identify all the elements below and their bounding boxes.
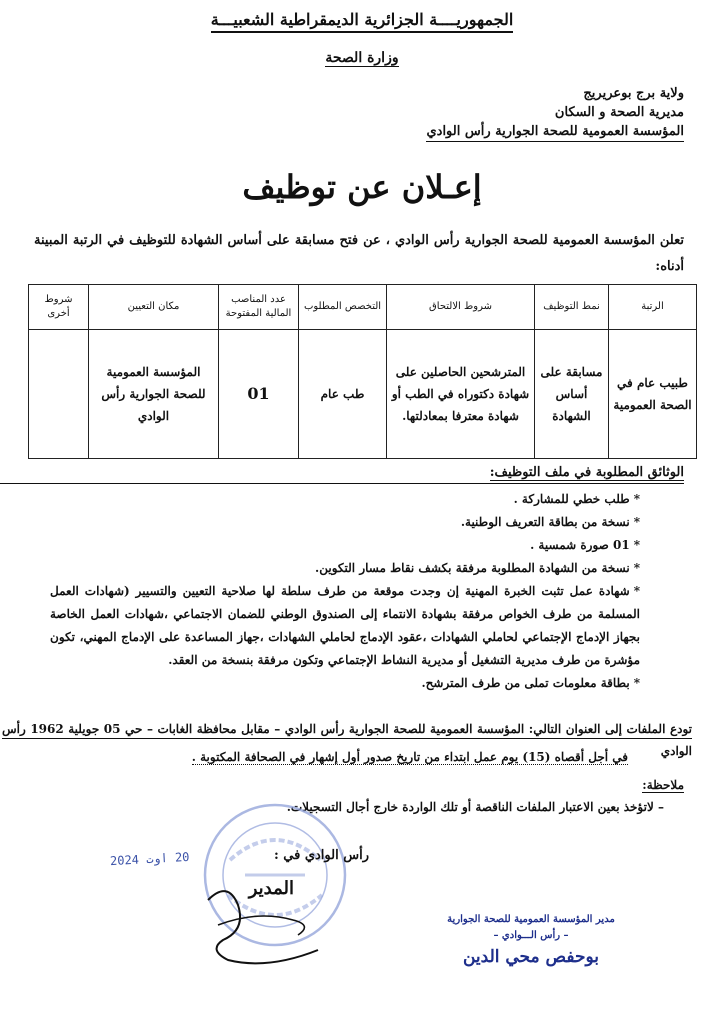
list-item: *شهادة عمل تثبت الخبرة المهنية إن وجدت موقعة من طرف سلطة لها صلاحية التعيين والتسيير (شهادات العمل المسلمة من طرف الخواص مرفقة بشهادة الانتماء إلى الصندوق الوطني للضمان الاجتماعي ،شهادات العمل الخاصة بجهاز الإدماج الإجتماعي لحاملي الشهادات ،عقود الإدماج لحاملي الشهادات ،جهاز المساعدة على الإدماج المهني، تكون مؤشرة من طرف مديرية التشغيل أو مديرية النشاط الإجتماعي وتكون مرفقة بنسخة من العقد. bbox=[50, 584, 640, 667]
note-label: ملاحظة: bbox=[642, 778, 684, 792]
republic-heading: الجمهوريــــة الجزائرية الديمقراطية الشعبيـــة bbox=[0, 10, 724, 29]
cell-conditions: المترشحين الحاصلين على شهادة دكتوراه في الطب أو شهادة معترفا بمعادلتها. bbox=[387, 330, 535, 459]
list-item: *01 صورة شمسية . bbox=[530, 538, 640, 552]
recruitment-table bbox=[28, 284, 697, 459]
signature-icon bbox=[198, 870, 338, 980]
stamp-line-1: مدير المؤسسة العمومية للصحة الجوارية bbox=[447, 914, 615, 925]
signature-block bbox=[436, 912, 626, 970]
header-specialty: التخصص المطلوب bbox=[299, 285, 387, 330]
header-rank: الرتبة bbox=[609, 285, 697, 330]
table-row bbox=[29, 330, 697, 459]
list-item: *نسخة من الشهادة المطلوبة مرفقة بكشف نقاط مسار التكوين. bbox=[315, 561, 640, 575]
header-other: شروط أخرى bbox=[29, 285, 89, 330]
cell-rank: طبيب عام في الصحة العمومية bbox=[609, 330, 697, 459]
place-date-label: رأس الوادي في : bbox=[273, 848, 369, 863]
list-item: *طلب خطي للمشاركة . bbox=[513, 492, 640, 506]
cell-positions: 01 bbox=[219, 330, 299, 459]
cell-other bbox=[29, 330, 89, 459]
wilaya-line: ولاية برج بوعريريج bbox=[583, 86, 684, 101]
director-name: بوحفص محي الدين bbox=[462, 947, 600, 967]
administration-block bbox=[426, 84, 684, 142]
divider bbox=[0, 483, 684, 484]
director-title: المدير bbox=[248, 878, 294, 899]
cell-place: المؤسسة العمومية للصحة الجوارية رأس الوادي bbox=[89, 330, 219, 459]
header-mode: نمط التوظيف bbox=[535, 285, 609, 330]
cell-specialty: طب عام bbox=[299, 330, 387, 459]
note-text: – لاتؤخذ بعين الاعتبار الملفات الناقصة أو تلك الواردة خارج أجال التسجيلات. bbox=[286, 800, 664, 814]
list-item: *نسخة من بطاقة التعريف الوطنية. bbox=[460, 515, 640, 529]
header-positions: عدد المناصب المالية المفتوحة bbox=[219, 285, 299, 330]
header-conditions: شروط الالتحاق bbox=[387, 285, 535, 330]
intro-paragraph: تعلن المؤسسة العمومية للصحة الجوارية رأس الوادي ، عن فتح مسابقة على أساس الشهادة للتوظيف في الرتبة المبينة أدناه: bbox=[34, 233, 684, 274]
stamp-line-2: – رأس الـــوادي – bbox=[493, 930, 569, 941]
cell-mode: مسابقة على أساس الشهادة bbox=[535, 330, 609, 459]
deposit-deadline: في أجل أقصاه (15) يوم عمل ابتداء من تاريخ صدور أول إشهار في الصحافة المكتوبة . bbox=[191, 750, 628, 764]
header-place: مكان التعيين bbox=[89, 285, 219, 330]
establishment-line: المؤسسة العمومية للصحة الجوارية رأس الوادي bbox=[426, 122, 684, 142]
documents-title: الوثائق المطلوبة في ملف التوظيف: bbox=[490, 465, 684, 480]
announcement-title: إعـلان عن توظيف bbox=[242, 168, 482, 206]
list-item: *بطاقة معلومات تملى من طرف المترشح. bbox=[421, 676, 640, 690]
table-header-row bbox=[29, 285, 697, 330]
divider bbox=[2, 738, 692, 739]
directorate-line: مديرية الصحة و السكان bbox=[554, 105, 684, 120]
ministry-heading: وزارة الصحة bbox=[325, 50, 399, 66]
deposit-address: تودع الملفات إلى العنوان التالي: المؤسسة العمومية للصحة الجوارية رأس الوادي – مقابل محافظة الغابات – حي 05 جويلية 1962 رأس الوادي bbox=[2, 722, 692, 758]
handwritten-date: 20 اوت 2024 bbox=[109, 849, 190, 869]
documents-list bbox=[50, 488, 640, 695]
